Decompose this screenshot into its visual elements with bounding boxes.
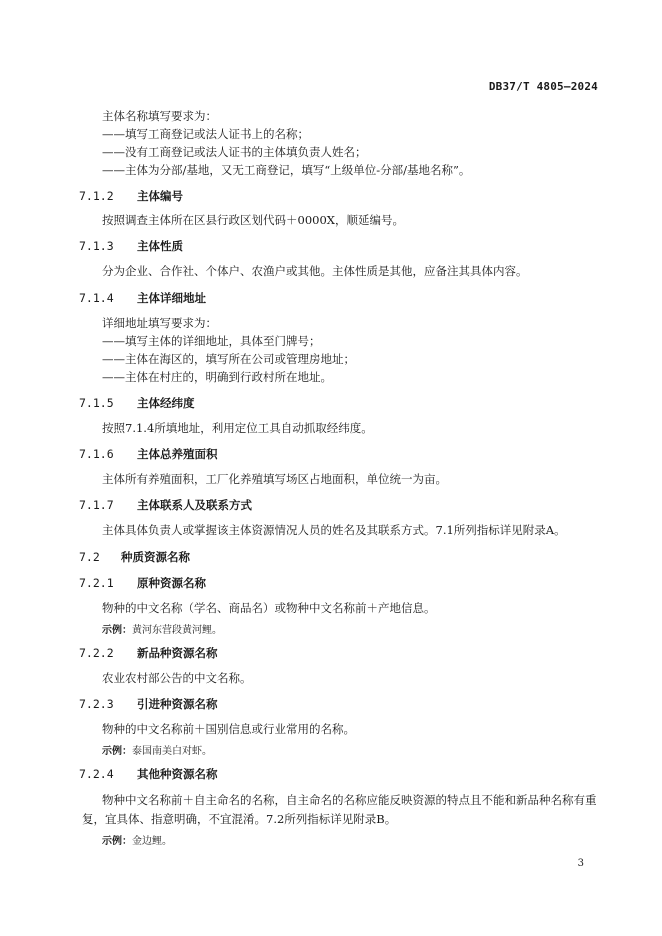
section-heading (79, 290, 206, 306)
example-label: 示例： (102, 746, 132, 757)
example-note (102, 832, 172, 847)
section-heading (79, 446, 218, 462)
example-text: 黄河东营段黄河鲤。 (132, 625, 222, 636)
section-number: 7.2.2 (79, 646, 114, 660)
section-heading (79, 188, 183, 204)
section-text: 物种的中文名称（学名、商品名）或物种中文名称前＋产地信息。 (102, 601, 436, 615)
section-number: 7.1.3 (79, 239, 114, 253)
section-heading (79, 766, 218, 782)
intro-line: ——没有工商登记或法人证书的主体填负责人姓名； (102, 145, 367, 159)
section-text: 物种的中文名称前＋国别信息或行业常用的名称。 (102, 722, 355, 736)
section-text: 按照调查主体所在区县行政区划代码＋0000X，顺延编号。 (102, 213, 404, 227)
section-text: 按照7.1.4所填地址，利用定位工具自动抓取经纬度。 (102, 421, 373, 435)
example-text: 金边鲤。 (132, 836, 172, 847)
example-text: 泰国南美白对虾。 (132, 746, 212, 757)
section-title: 原种资源名称 (137, 576, 206, 590)
section-heading (79, 395, 195, 411)
section-number: 7.2.3 (79, 697, 114, 711)
section-heading (79, 238, 183, 254)
section-title: 主体联系人及联系方式 (137, 498, 252, 512)
section-heading (79, 696, 218, 712)
section-text: 农业农村部公告的中文名称。 (102, 671, 252, 685)
example-label: 示例： (102, 836, 132, 847)
section-number: 7.1.6 (79, 447, 114, 461)
example-note (102, 742, 212, 757)
section-text: 分为企业、合作社、个体户、农渔户或其他。主体性质是其他，应备注其具体内容。 (102, 264, 528, 278)
section-title: 种质资源名称 (121, 550, 190, 564)
section-text: 主体所有养殖面积，工厂化养殖填写场区占地面积，单位统一为亩。 (102, 472, 447, 486)
page-number: 3 (577, 858, 584, 869)
section-line: ——主体在村庄的，明确到行政村所在地址。 (102, 370, 332, 384)
section-title: 新品种资源名称 (137, 646, 218, 660)
section-title: 主体详细地址 (137, 291, 206, 305)
section-heading (79, 497, 252, 513)
section-title: 引进种资源名称 (137, 697, 218, 711)
section-title: 主体经纬度 (137, 396, 195, 410)
section-number: 7.1.5 (79, 396, 114, 410)
section-number: 7.1.4 (79, 291, 114, 305)
intro-line: ——填写工商登记或法人证书上的名称； (102, 127, 309, 141)
intro-line: 主体名称填写要求为： (102, 109, 217, 123)
section-paragraph: 物种中文名称前＋自主命名的名称，自主命名的名称应能反映资源的特点且不能和新品种名称有重复，宜具体、指意明确，不宜混淆。7.2所列指标详见附录B。 (82, 793, 597, 826)
example-label: 示例： (102, 625, 132, 636)
section-title: 主体总养殖面积 (137, 447, 218, 461)
section-heading (79, 549, 190, 565)
section-title: 主体性质 (137, 239, 183, 253)
section-line: 详细地址填写要求为： (102, 316, 217, 330)
section-number: 7.2.4 (79, 767, 114, 781)
section-heading (79, 575, 206, 591)
document-code: DB37/T 4805—2024 (488, 80, 598, 93)
intro-line: ——主体为分部/基地，又无工商登记，填写“上级单位-分部/基地名称”。 (102, 163, 471, 177)
section-number: 7.2 (79, 550, 100, 564)
section-heading (79, 645, 218, 661)
section-title: 其他种资源名称 (137, 767, 218, 781)
section-number: 7.1.7 (79, 498, 114, 512)
section-text: 主体具体负责人或掌握该主体资源情况人员的姓名及其联系方式。7.1所列指标详见附录A。 (102, 523, 566, 537)
example-note (102, 621, 222, 636)
section-number: 7.1.2 (79, 189, 114, 203)
section-number: 7.2.1 (79, 576, 114, 590)
section-title: 主体编号 (137, 189, 183, 203)
section-line: ——填写主体的详细地址，具体至门牌号； (102, 334, 321, 348)
section-line: ——主体在海区的，填写所在公司或管理房地址； (102, 352, 355, 366)
